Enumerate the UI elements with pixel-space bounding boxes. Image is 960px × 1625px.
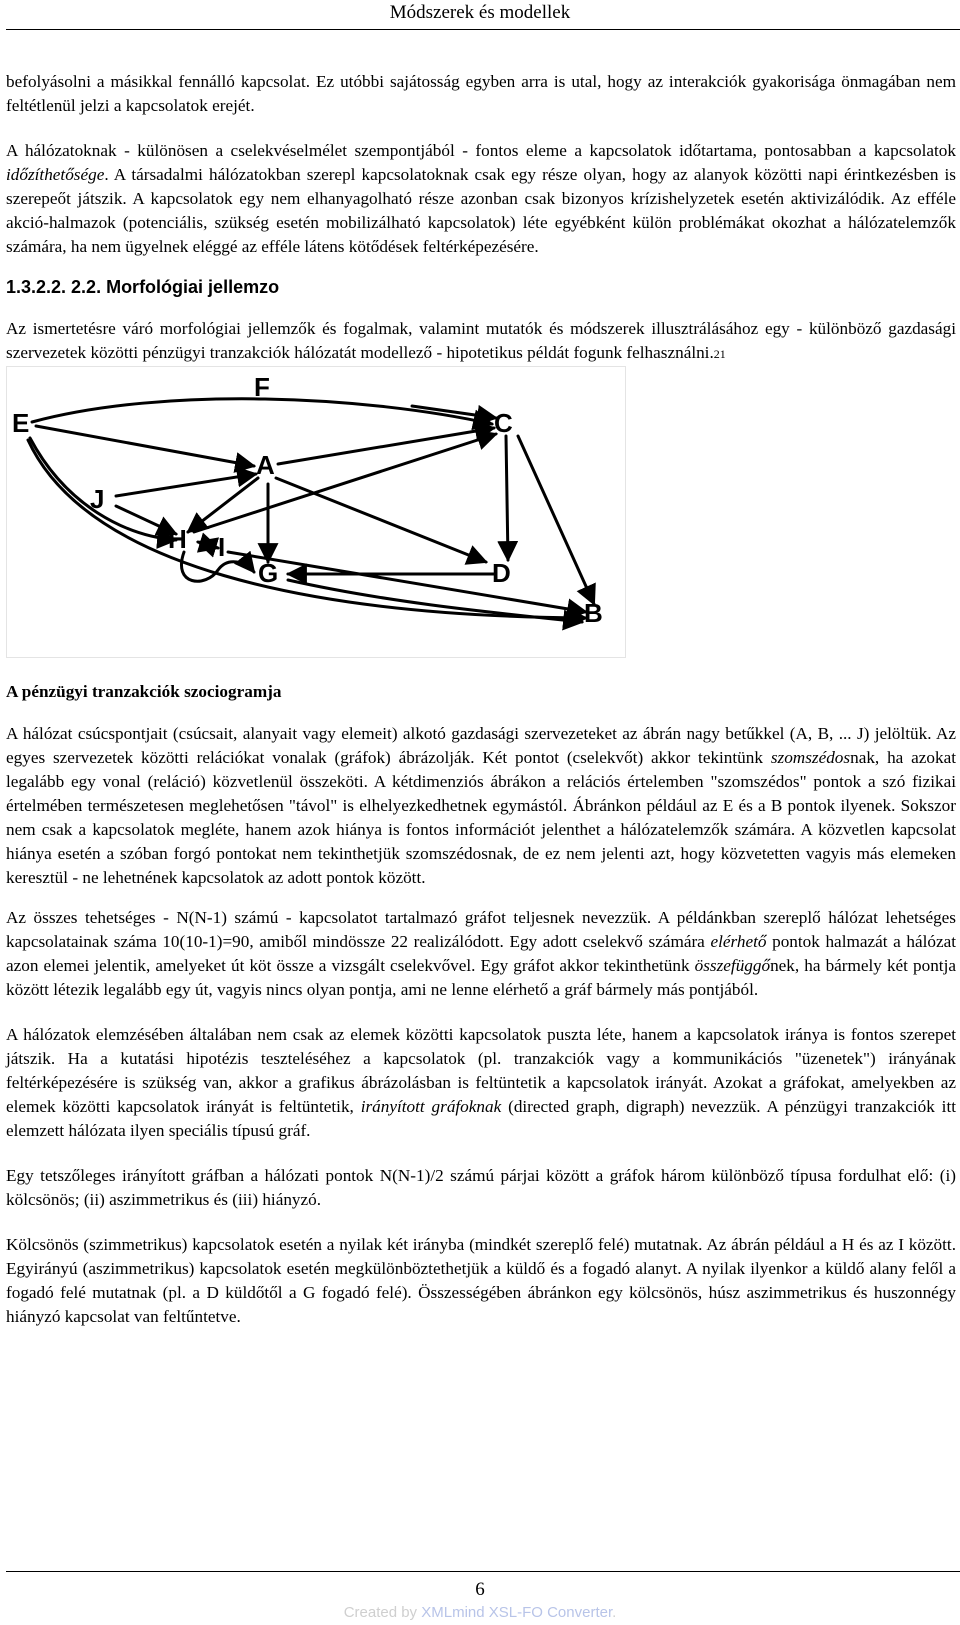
- footnote-ref[interactable]: 21: [713, 347, 726, 361]
- paragraph-2: A hálózatoknak - különösen a cselekvéselmélet szempontjából - fontos eleme a kapcsolatok időtartama, pontosabban a kapcsolatok időzíthetősége. A társadalmi hálózatokban szerepl kapcsolatoknak csak egy része olyan, hogy az alanyok közötti napi érintkezésben is szerepeőt játszik. A kapcsolatok egy nem elhanyagolható része azonban csak bizonyos krízishelyzetek esetén aktivizálódik. Az efféle akció-halmazok (potenciális, szükség esetén mobilizálható kapcsolatok) léte egyébként külön problémákat okozhat a hálózatelemzők számára, ha nem ügyelnek eléggé az efféle látens kötődések feltérképezésére.: [6, 141, 956, 256]
- node-b: B: [584, 598, 603, 628]
- edge-c-d: [506, 436, 508, 560]
- footer-rule: [6, 1571, 960, 1572]
- sociogram-graph: [6, 366, 626, 658]
- emphasis-osszefuggo: összefüggő: [694, 956, 771, 975]
- node-j: J: [90, 484, 105, 514]
- node-g: G: [258, 558, 279, 588]
- section-heading: 1.3.2.2. 2.2. Morfológiai jellemzo: [6, 277, 280, 297]
- node-a: A: [256, 450, 275, 480]
- figure-caption: A pénzügyi tranzakciók szociogramja: [6, 682, 282, 701]
- generator-credit: Created by XMLmind XSL-FO Converter.: [343, 1604, 617, 1621]
- page-number: 6: [475, 1579, 485, 1600]
- node-i: I: [218, 532, 226, 562]
- header-rule: [6, 29, 960, 30]
- emphasis-elerheto: elérhető: [710, 932, 767, 951]
- generator-link[interactable]: XMLmind XSL-FO Converter: [421, 1604, 613, 1621]
- running-header: Módszerek és modellek: [389, 2, 571, 23]
- node-d: D: [492, 558, 511, 588]
- emphasis-szomszedos: szomszédos: [770, 748, 851, 767]
- node-f: F: [254, 372, 270, 402]
- emphasis-iranyitott-grafoknak: irányított gráfoknak: [360, 1097, 502, 1116]
- paragraph-3: Az ismertetésre váró morfológiai jellemzők és fogalmak, valamint mutatók és módszerek illusztrálásához egy - különböző gazdasági szervezetek közötti pénzügyi tranzakciók hálózatát modellező - hipotetikus példát fogunk felhasználni.21: [6, 319, 956, 362]
- paragraph-7: Egy tetszőleges irányított gráfban a hálózati pontok N(N-1)/2 számú párjai között a gráfok három különböző típusa fordulhat elő: (i) kölcsönös; (ii) aszimmetrikus és (iii) hiányzó.: [6, 1166, 956, 1209]
- paragraph-4: A hálózat csúcspontjait (csúcsait, alanyait vagy elemeit) alkotó gazdasági szervezeteket az ábrán nagy betűkkel (A, B, ... J) jelöltük. Az egyes szervezetek közötti relációkat vonalak (gráfok) ábrázolják. Két pontot (cselekvőt) akkor tekintünk szomszédosnak, ha azokat legalább egy vonal (reláció) közvetlenül összeköti. A kétdimenziós ábrákon a relációs értelemben "szomszédos" pontok a szó fizikai értelmében természetesen meglehetősen "távol" is elhelyezkedhetnek egymástól. Ábránkon például az E és a B pontok ilyenek. Sokszor nem csak a kapcsolatok megléte, hanem azok hiánya is fontos információt jelenthet a hálózatelemzők számára. A közvetlen kapcsolat hiánya esetén a szóban forgó pontokat nem tekinthetjük szomszédosnak, de ez nem jelenti azt, hogy közvetetten vagyis más elemeken keresztül - ne lehetnének kapcsolatok az adott pontok között.: [6, 724, 956, 887]
- paragraph-6: A hálózatok elemzésében általában nem csak az elemek közötti kapcsolatok puszta léte, hanem a kapcsolatok iránya is fontos szerepet játszik. Ha a kutatási hipotézis teszteléséhez a kapcsolatok (pl. tranzakciók vagy a kommunikációs "üzenetek") irányának feltérképezésére is szükség van, akkor a grafikus ábrázolásban is feltüntetik a kapcsolatok irányát. Azokat a gráfokat, amelyekben az elemek közötti kapcsolatok irányát is feltüntetik, irányított gráfoknak (directed graph, digraph) nevezzük. A pénzügyi tranzakciók itt elemzett hálózata ilyen speciális típusú gráf.: [6, 1025, 956, 1140]
- page-content: [6, 70, 956, 1350]
- node-e: E: [12, 408, 30, 438]
- paragraph-8: Kölcsönös (szimmetrikus) kapcsolatok esetén a nyilak két irányba (mindkét szereplő felé) mutatnak. Az ábrán például a H és az I között. Egyirányú (aszimmetrikus) kapcsolatok esetén megkülönböztethetjük a küldő és a fogadó alanyt. A nyilak ilyenkor a küldő alany felől a fogadó felé mutatnak (pl. a D küldőtől a G fogadó felé). Összességében ábránkon egy kölcsönös, húsz aszimmetrikus és huszonnégy hiányzó kapcsolat van feltűntetve.: [6, 1235, 956, 1326]
- emphasis-idozithetoseg: időzíthetősége: [6, 165, 105, 184]
- sociogram-figure: [6, 366, 626, 658]
- paragraph-5: Az összes tehetséges - N(N-1) számú - kapcsolatot tartalmazó gráfot teljesnek nevezzük. A példánkban szereplő hálózat lehetséges kapcsolatainak száma 10(10-1)=90, amiből mindössze 22 realizálódott. Egy adott cselekvő számára elérhető pontok halmazát a hálózat azon elemei jelentik, amelyeket út köt össze a vizsgált cselekvővel. Egy gráfot akkor tekinthetünk összefüggőnek, ha bármely két pontja között létezik legalább egy út, vagyis nincs olyan pontja, ami ne lenne elérhető a gráf bármely más pontjából.: [6, 908, 957, 999]
- paragraph-1: befolyásolni a másikkal fennálló kapcsolat. Ez utóbbi sajátosság egyben arra is utal, hogy az interakciók gyakorisága önmagában nem feltétlenül jelzi a kapcsolatok erejét.: [6, 72, 956, 115]
- node-h: H: [168, 524, 187, 554]
- node-c: C: [494, 408, 513, 438]
